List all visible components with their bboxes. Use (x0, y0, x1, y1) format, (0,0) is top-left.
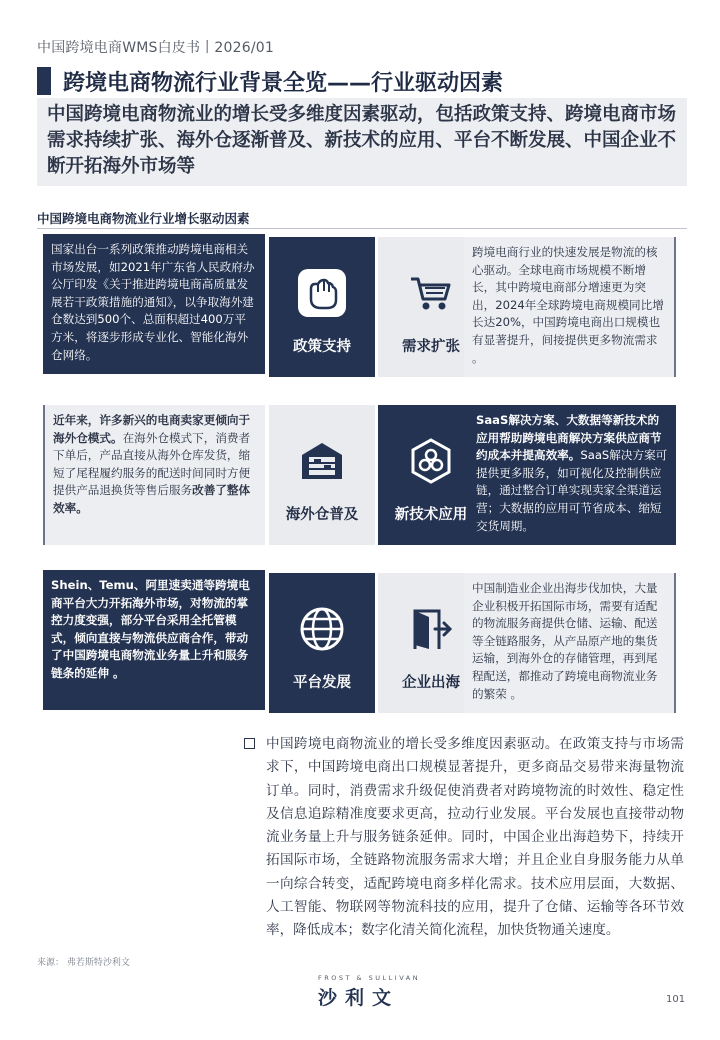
section-label: 中国跨境电商物流业行业增长驱动因素 (37, 211, 250, 226)
summary-paragraph: 中国跨境电商物流业的增长受多维度因素驱动。在政策支持与市场需求下，中国跨境电商出口规模显著提升，更多商品交易带来海量物流订单。同时，消费需求升级促使消费者对跨境物流的时效性、稳定性及信息追踪精准度要求更高，拉动行业发展。平台发展也直接带动物流业务量上升与服务链条延伸。同时，中国企业出海趋势下，持续开拓国际市场，全链路物流服务需求大增；并且企业自身服务能力从单一向综合转变，适配跨境电商多样化需求。技术应用层面，大数据、人工智能、物联网等物流科技的应用，提升了仓储、运输等各环节效率，降低成本；数字化清关简化流程，加快货物通关速度。 (266, 733, 684, 943)
driver-tile-warehouse (269, 405, 375, 545)
page-title: 跨境电商物流行业背景全览——行业驱动因素 (63, 70, 504, 96)
driver-label-warehouse: 海外仓普及 (285, 507, 359, 523)
cart-icon (405, 267, 457, 319)
section-divider (37, 228, 687, 229)
driver-label-demand: 需求扩张 (402, 339, 460, 355)
warehouse-icon (296, 435, 348, 487)
exit-door-icon (405, 603, 457, 655)
title-accent-bar (37, 67, 51, 95)
driver-desc-policy: 国家出台一系列政策推动跨境电商相关市场发展，如2021年广东省人民政府办公厅印发《关于推进跨境电商高质量发展若干政策措施的通知》，以争取海外建仓数达到500个、总面积超过400万平方米，将逐步形成专业化、智能化海外仓网络。 (43, 234, 265, 374)
checkbox-bullet-icon (244, 738, 255, 749)
page-title-row (37, 66, 503, 96)
driver-desc-overseas: 中国制造业企业出海步伐加快，大量企业积极开拓国际市场，需要有适配的物流服务商提供仓储、运输、配送等全链路服务，从产品原产地的集货运输，到海外仓的存储管理，再到尾程配送，都推动了跨境电商物流业务的繁荣 。 (464, 573, 676, 713)
driver-label-policy: 政策支持 (293, 339, 351, 355)
logo-subtext: FROST & SULLIVAN (318, 974, 421, 982)
source-note: 来源： 弗若斯特沙利文 (37, 958, 130, 968)
fist-icon (296, 267, 348, 319)
tech-icon (405, 435, 457, 487)
driver-desc-platform: Shein、Temu、阿里速卖通等跨境电商平台大力开拓海外市场，对物流的掌控力度变强，部分平台采用全托管模式，倾向直接与物流供应商合作，带动了中国跨境电商物流业务量上升和服务链条的延伸 。 (43, 570, 265, 710)
driver-label-platform: 平台发展 (293, 675, 351, 691)
driver-tile-platform (269, 573, 375, 713)
document-header: 中国跨境电商WMS白皮书丨2026/01 (37, 40, 274, 56)
page-number: 101 (666, 994, 686, 1005)
driver-desc-demand: 跨境电商行业的快速发展是物流的核心驱动。全球电商市场规模不断增长，其中跨境电商部分增速更为突出，2024年全球跨境电商规模同比增长达20%，中国跨境电商出口规模也有显著提升，间接提供更多物流需求 。 (464, 237, 676, 377)
driver-desc-warehouse: 近年来，许多新兴的电商卖家更倾向于海外仓模式。在海外仓模式下，消费者下单后，产品直接从海外仓库发货，缩短了尾程履约服务的配送时间同时方便提供产品退换货等售后服务改善了整体效率。 (43, 405, 265, 545)
page-subtitle: 中国跨境电商物流业的增长受多维度因素驱动，包括政策支持、跨境电商市场需求持续扩张、海外仓逐渐普及、新技术的应用、平台不断发展、中国企业不断开拓海外市场等 (37, 98, 687, 186)
globe-icon (296, 603, 348, 655)
driver-label-overseas: 企业出海 (402, 675, 460, 691)
driver-tile-policy (269, 237, 375, 377)
company-logo: 沙利文 (318, 987, 400, 1009)
driver-label-tech: 新技术应用 (394, 507, 468, 523)
driver-desc-tech: SaaS解决方案、大数据等新技术的应用帮助跨境电商解决方案供应商节约成本并提高效率。SaaS解决方案可提供更多服务，如可视化及控制供应链，通过整合订单实现卖家全渠道运营；大数据的应用可节省成本、缩短交货周期。 (468, 405, 676, 545)
